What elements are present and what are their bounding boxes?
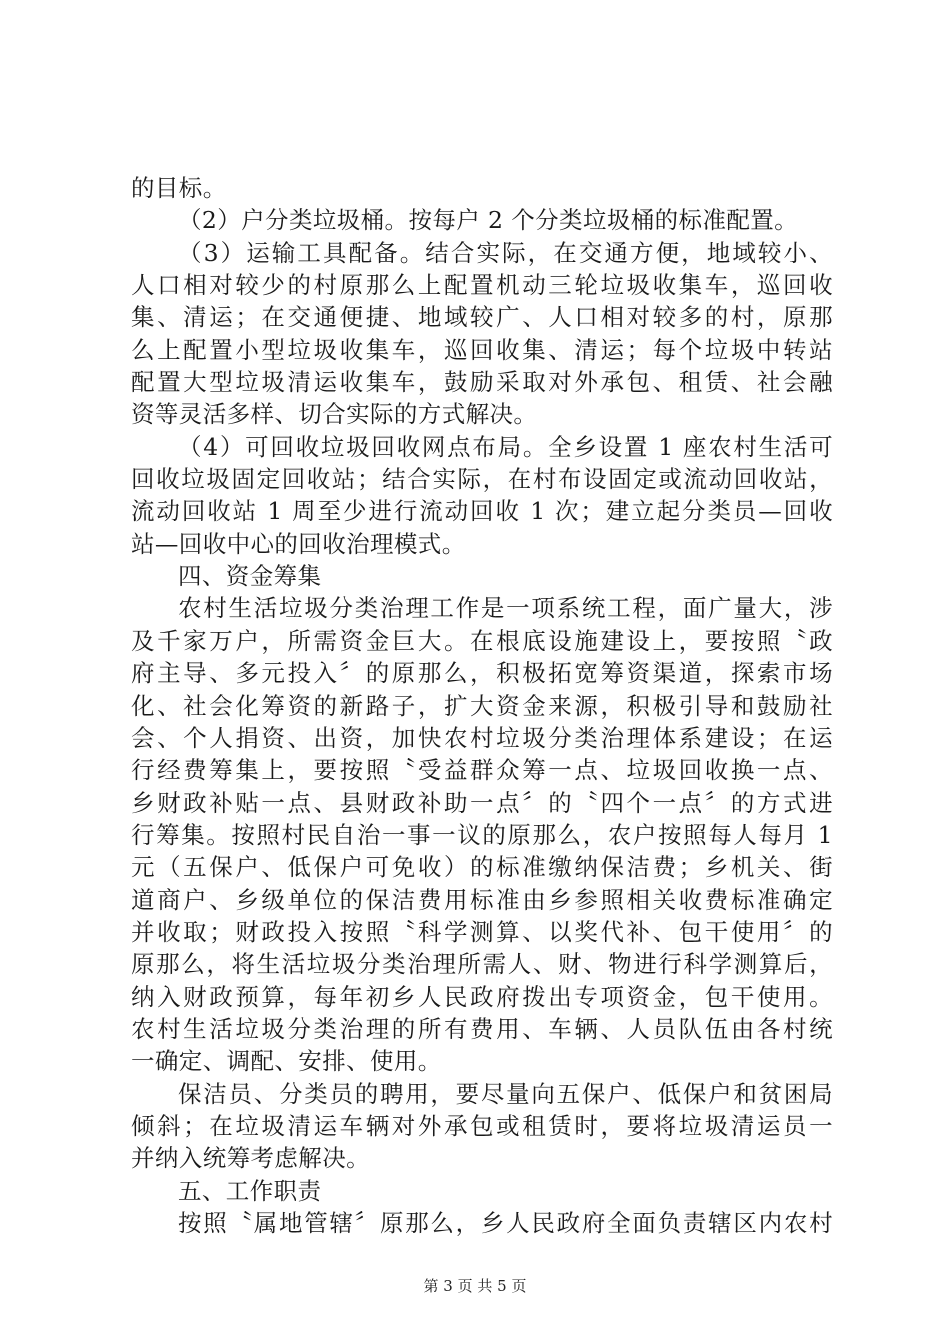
text-line: 回收垃圾固定回收站；结合实际，在村布设固定或流动回收站，: [131, 465, 833, 494]
text-line: 化、社会化筹资的新路子，扩大资金来源，积极引导和鼓励社: [131, 691, 833, 720]
text-line: 一确定、调配、安排、使用。: [131, 1047, 442, 1076]
text-line: 并纳入统筹考虑解决。: [131, 1144, 370, 1173]
text-line: 道商户、乡级单位的保洁费用标准由乡参照相关收费标准确定: [131, 885, 833, 914]
text-line: 行经费筹集上，要按照〝受益群众筹一点、垃圾回收换一点、: [131, 756, 833, 785]
text-line: 及千家万户，所需资金巨大。在根底设施建设上，要按照〝政: [131, 626, 833, 655]
text-line: 保洁员、分类员的聘用，要尽量向五保户、低保户和贫困局: [178, 1079, 833, 1108]
text-line: 资等灵活多样、切合实际的方式解决。: [131, 400, 538, 429]
text-line: 么上配置小型垃圾收集车，巡回收集、清运；每个垃圾中转站: [131, 335, 833, 364]
page-number-footer: 第 3 页 共 5 页: [423, 1277, 527, 1295]
text-line: 会、个人捐资、出资，加快农村垃圾分类治理体系建设；在运: [131, 723, 833, 752]
text-line: 配置大型垃圾清运收集车，鼓励采取对外承包、租赁、社会融: [131, 368, 833, 397]
text-line: 元（五保户、低保户可免收）的标准缴纳保洁费；乡机关、街: [131, 853, 833, 882]
text-line: 原那么，将生活垃圾分类治理所需人、财、物进行科学测算后，: [131, 950, 833, 979]
text-line: 纳入财政预算，每年初乡人民政府拨出专项资金，包干使用。: [131, 982, 833, 1011]
text-line: 流动回收站 1 周至少进行流动回收 1 次；建立起分类员—回收: [131, 497, 833, 526]
section-heading: 五、工作职责: [178, 1176, 322, 1205]
text-line: （4）可回收垃圾回收网点布局。全乡设置 1 座农村生活可: [178, 432, 833, 461]
text-line: 乡财政补贴一点、县财政补助一点〞的〝四个一点〞的方式进: [131, 788, 833, 817]
text-line: （3）运输工具配备。结合实际，在交通方便，地域较小、: [178, 238, 833, 267]
text-line: 并收取；财政投入按照〝科学测算、以奖代补、包干使用〞的: [131, 917, 833, 946]
text-line: 集、清运；在交通便捷、地域较广、人口相对较多的村，原那: [131, 303, 833, 332]
document-body: [131, 172, 833, 1239]
text-line: 的目标。: [131, 174, 227, 202]
section-heading: 四、资金筹集: [178, 562, 322, 591]
text-line: （2）户分类垃圾桶。按每户 2 个分类垃圾桶的标准配置。: [178, 206, 799, 235]
text-line: 倾斜；在垃圾清运车辆对外承包或租赁时，要将垃圾清运员一: [131, 1111, 833, 1140]
text-line: 农村生活垃圾分类治理工作是一项系统工程，面广量大，涉: [178, 594, 833, 623]
text-line: 农村生活垃圾分类治理的所有费用、车辆、人员队伍由各村统: [131, 1014, 833, 1043]
text-line: 人口相对较少的村原那么上配置机动三轮垃圾收集车，巡回收: [131, 271, 833, 300]
text-line: 行筹集。按照村民自治一事一议的原那么，农户按照每人每月 1: [131, 820, 833, 849]
text-line: 站—回收中心的回收治理模式。: [131, 529, 466, 558]
text-line: 按照〝属地管辖〞原那么，乡人民政府全面负责辖区内农村: [178, 1209, 833, 1237]
text-line: 府主导、多元投入〞的原那么，积极拓宽筹资渠道，探索市场: [131, 659, 833, 688]
